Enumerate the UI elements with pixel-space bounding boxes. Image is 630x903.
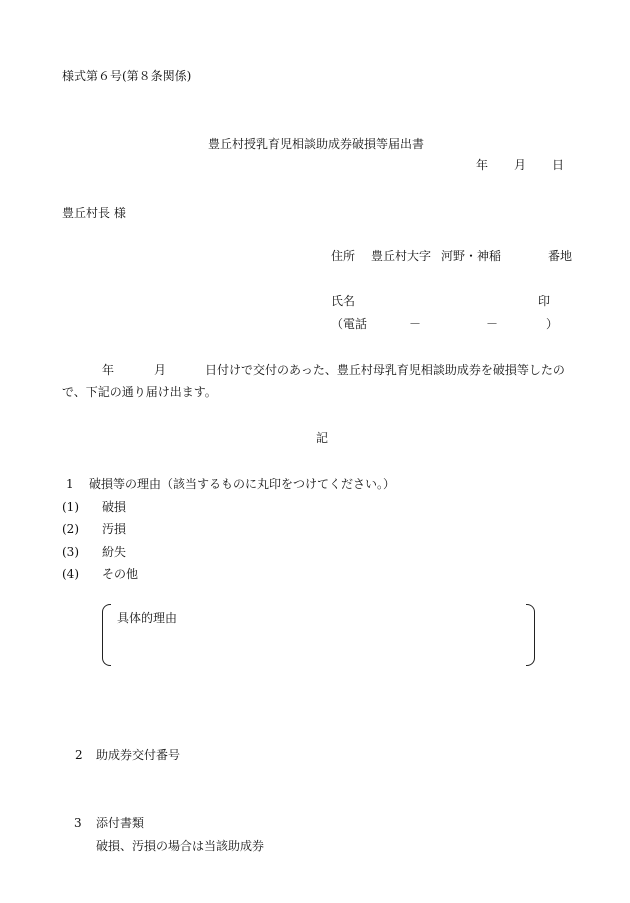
document-title: 豊丘村授乳育児相談助成券破損等届出書 (208, 137, 425, 151)
address-areas: 河野・神稲 (441, 249, 502, 263)
body-line-2: で、下記の通り届け出ます。 (62, 385, 217, 399)
reason-item-2-number: (2) (62, 522, 79, 536)
reason-item-3-number: (3) (62, 545, 79, 559)
date-year: 年 (476, 158, 489, 172)
reason-item-4-number: (4) (62, 567, 79, 581)
form-number: 様式第６号(第８条関係) (62, 69, 192, 83)
section-1-number: 1 (66, 477, 74, 491)
specific-reason-label: 具体的理由 (117, 611, 178, 625)
phone-open: （電話 (331, 317, 368, 331)
reason-box-right-bracket (526, 604, 535, 666)
phone-close: ） (546, 317, 559, 331)
section-3-label: 添付書類 (96, 816, 145, 830)
reason-item-3-label: 紛失 (102, 545, 127, 559)
reason-item-1-label: 破損 (102, 500, 127, 514)
section-2-number: 2 (75, 748, 83, 762)
address-village: 豊丘村大字 (371, 249, 432, 263)
date-day: 日 (552, 158, 565, 172)
reason-box-left-bracket (102, 604, 111, 666)
address-banchi: 番地 (548, 249, 573, 263)
section-2-label: 助成券交付番号 (96, 748, 181, 762)
reason-item-2-label: 汚損 (102, 522, 127, 536)
seal-mark: 印 (538, 294, 551, 308)
reason-item-1-number: (1) (62, 500, 79, 514)
body-year: 年 (102, 363, 115, 377)
date-month: 月 (514, 158, 527, 172)
section-1-label: 破損等の理由（該当するものに丸印をつけてください。） (89, 477, 396, 491)
body-line-1: 日付けで交付のあった、豊丘村母乳育児相談助成券を破損等したの (205, 363, 565, 377)
reason-item-4-label: その他 (102, 567, 139, 581)
address-label: 住所 (331, 249, 356, 263)
addressee: 豊丘村長 様 (62, 206, 126, 220)
section-3-note: 破損、汚損の場合は当該助成券 (96, 839, 265, 853)
ki-heading: 記 (316, 431, 329, 445)
body-month: 月 (154, 363, 167, 377)
name-label: 氏名 (331, 294, 356, 308)
phone-dash-2: － (486, 317, 499, 331)
phone-dash-1: － (409, 317, 422, 331)
section-3-number: 3 (74, 816, 82, 830)
